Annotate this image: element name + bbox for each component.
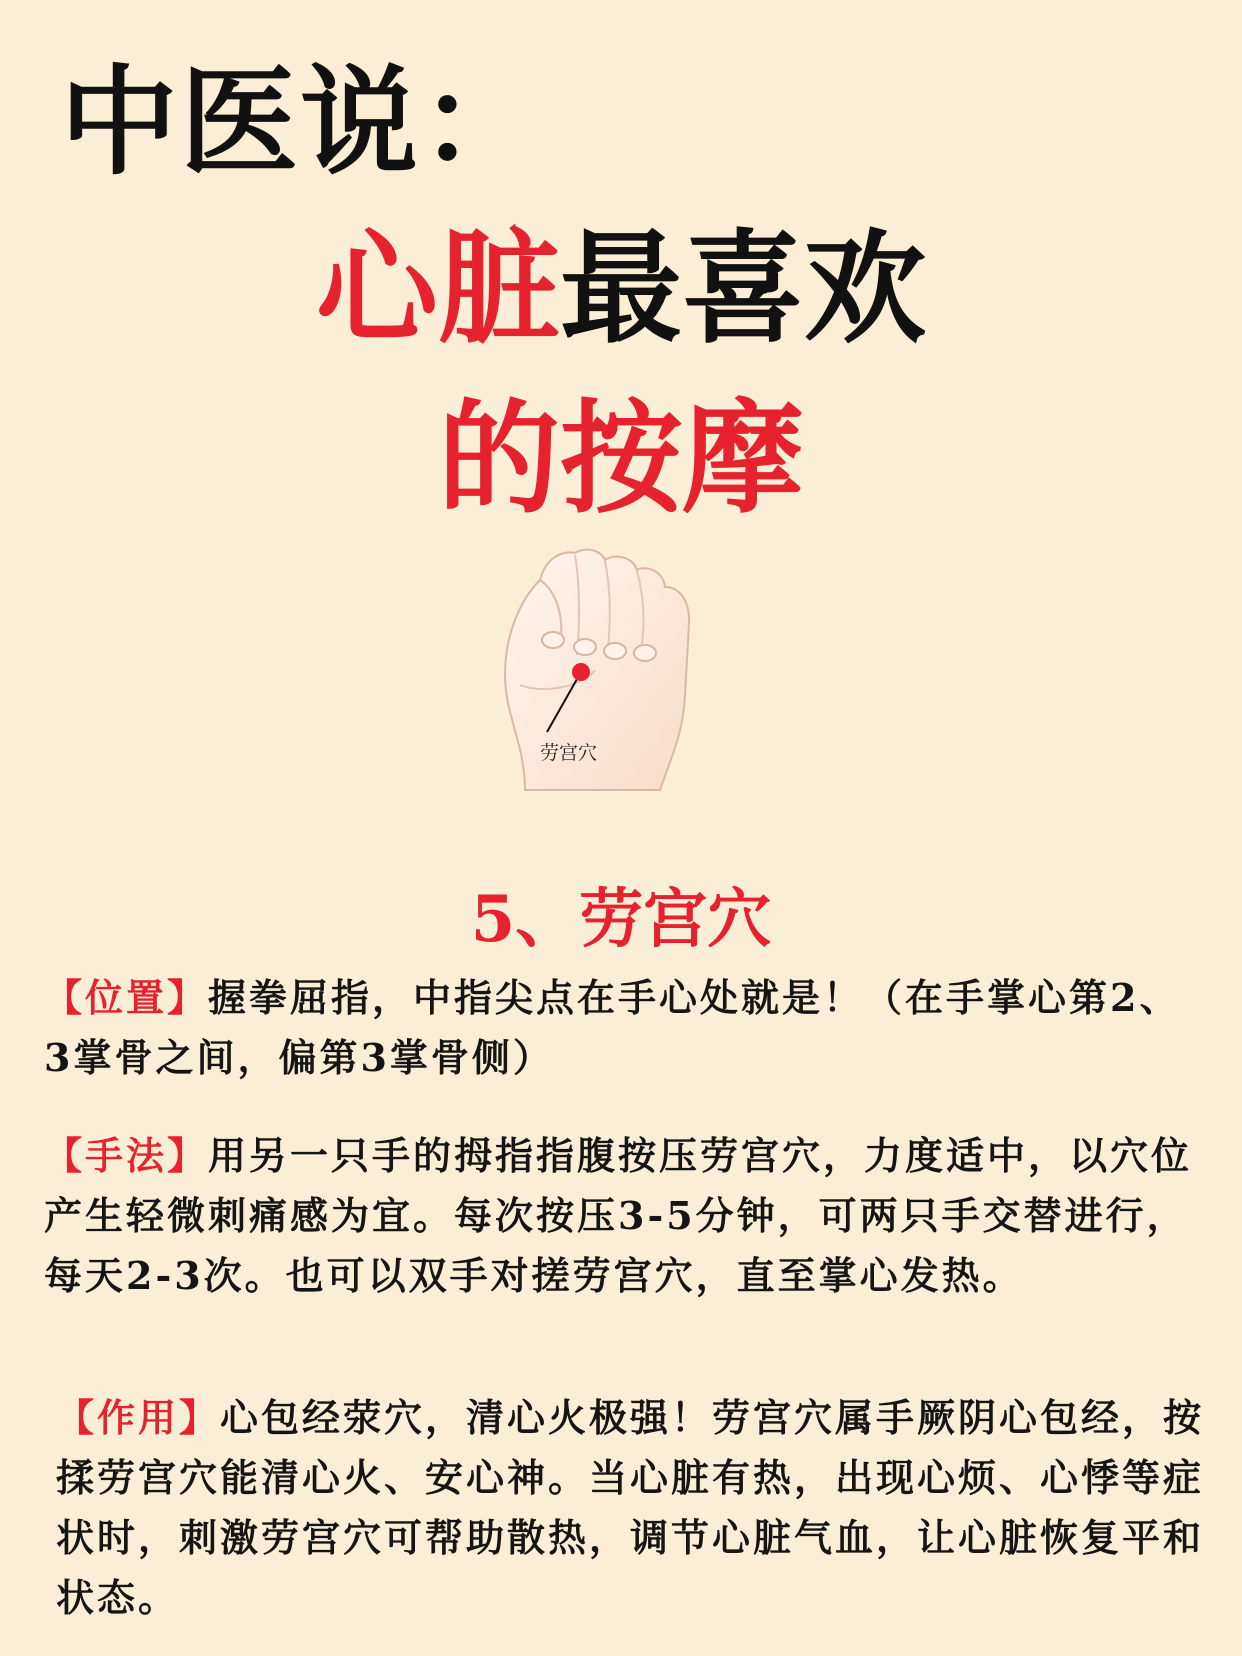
acupoint-label: 劳宫穴 <box>540 742 598 764</box>
text-effect: 心包经荥穴，清心火极强！劳宫穴属手厥阴心包经，按揉劳宫穴能清心火、安心神。当心脏有热，出现心烦、心悸等症状时，刺激劳宫穴可帮助散热，调节心脏气血，让心脏恢复平和状态。 <box>56 1395 1205 1620</box>
title-favorite: 最喜欢 <box>560 218 926 360</box>
section-title: 5、劳宫穴 <box>470 882 772 957</box>
paragraph-effect <box>56 1388 1206 1628</box>
tag-effect: 【作用】 <box>56 1395 221 1440</box>
title-line-1: 中医说： <box>60 53 541 191</box>
title-highlight-heart: 心脏 <box>316 218 560 360</box>
paragraph-location <box>44 968 1204 1088</box>
tag-location: 【位置】 <box>44 975 209 1020</box>
hand-fist-icon <box>485 545 725 800</box>
tag-method: 【手法】 <box>44 1133 209 1178</box>
text-method: 用另一只手的拇指指腹按压劳宫穴，力度适中，以穴位产生轻微刺痛感为宜。每次按压3-5分钟，可两只手交替进行，每天2-3次。也可以双手对搓劳宫穴，直至掌心发热。 <box>44 1133 1193 1298</box>
title-line-3: 的按摩 <box>438 388 804 530</box>
title-line-2 <box>0 218 1242 360</box>
laogong-point-marker <box>572 663 590 681</box>
text-location: 握拳屈指，中指尖点在手心处就是！（在手掌心第2、3掌骨之间，偏第3掌骨侧） <box>44 975 1181 1080</box>
paragraph-method <box>44 1126 1204 1306</box>
